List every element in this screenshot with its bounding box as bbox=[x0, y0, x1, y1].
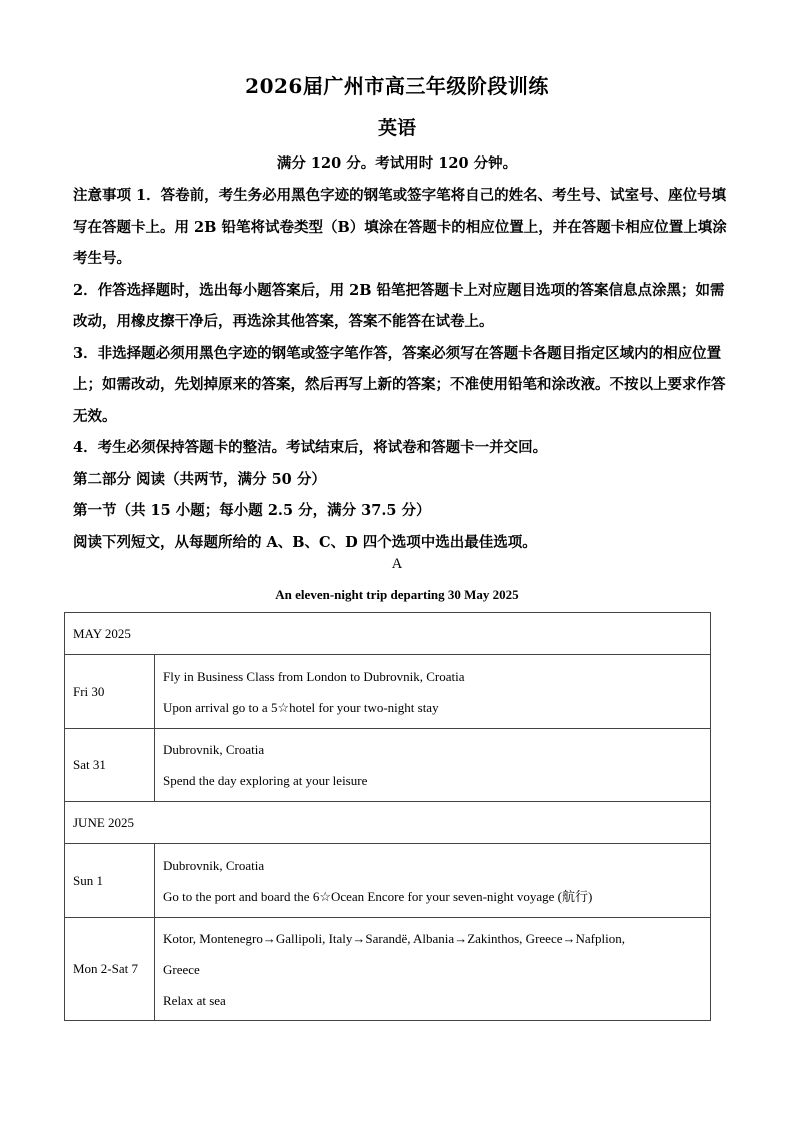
day-cell: Sun 1 bbox=[65, 844, 155, 918]
score-time-line: 满分 120 分。考试用时 120 分钟。 bbox=[276, 155, 518, 172]
detail-cell bbox=[155, 918, 711, 1021]
table-row bbox=[65, 729, 711, 802]
subsection-heading: 第一节（共 15 小题；每小题 2.5 分，满分 37.5 分） bbox=[73, 502, 431, 519]
detail-cell bbox=[155, 655, 711, 729]
itinerary-table bbox=[64, 612, 711, 1021]
month-row-june bbox=[65, 802, 711, 844]
detail-line: Relax at sea bbox=[163, 992, 226, 1008]
passage-title: An eleven-night trip departing 30 May 2025 bbox=[275, 587, 519, 602]
exam-notes bbox=[73, 180, 733, 558]
month-label-june: JUNE 2025 bbox=[65, 802, 711, 844]
detail-line: Go to the port and board the 6☆Ocean Encore for your seven-night voyage (航行) bbox=[163, 888, 593, 904]
day-cell: Sat 31 bbox=[65, 729, 155, 802]
day-cell: Fri 30 bbox=[65, 655, 155, 729]
detail-line: Dubrovnik, Croatia bbox=[163, 857, 265, 873]
detail-line: Fly in Business Class from London to Dubrovnik, Croatia bbox=[163, 668, 465, 684]
detail-cell bbox=[155, 729, 711, 802]
detail-line: Spend the day exploring at your leisure bbox=[163, 773, 368, 788]
passage-letter: A bbox=[391, 556, 403, 572]
detail-line: Kotor, Montenegro→Gallipoli, Italy→Sarandë, Albania→Zakinthos, Greece→Nafplion, bbox=[163, 930, 625, 946]
table-row bbox=[65, 918, 711, 1021]
section-part-heading: 第二部分 阅读（共两节，满分 50 分） bbox=[73, 470, 326, 488]
detail-cell bbox=[155, 844, 711, 918]
subject-heading: 英语 bbox=[377, 117, 416, 139]
day-cell: Mon 2-Sat 7 bbox=[65, 918, 155, 1021]
month-label-may: MAY 2025 bbox=[65, 613, 711, 655]
table-row bbox=[65, 655, 711, 729]
note-3: 3．非选择题必须用黑色字迹的钢笔或签字笔作答，答案必须写在答题卡各题目指定区域内的相应位置上；如需改动，先划掉原来的答案，然后再写上新的答案；不准使用铅笔和涂改液。不按以上要求作答无效。 bbox=[73, 344, 726, 425]
exam-title: 2026届广州市高三年级阶段训练 bbox=[245, 74, 549, 98]
table-row bbox=[65, 844, 711, 918]
month-row-may bbox=[65, 613, 711, 655]
detail-line: Dubrovnik, Croatia bbox=[163, 742, 265, 757]
note-2: 2．作答选择题时，选出每小题答案后，用 2B 铅笔把答题卡上对应题目选项的答案信息点涂黑；如需改动，用橡皮擦干净后，再选涂其他答案，答案不能答在试卷上。 bbox=[73, 281, 725, 330]
detail-line: Upon arrival go to a 5☆hotel for your two-night stay bbox=[163, 699, 439, 715]
note-4: 4．考生必须保持答题卡的整洁。考试结束后，将试卷和答题卡一并交回。 bbox=[73, 439, 548, 456]
reading-instruction: 阅读下列短文，从每题所给的 A、B、C、D 四个选项中选出最佳选项。 bbox=[73, 533, 537, 551]
detail-line: Greece bbox=[163, 961, 200, 977]
note-1: 注意事项 1．答卷前，考生务必用黑色字迹的钢笔或签字笔将自己的姓名、考生号、试室号、座位号填写在答题卡上。用 2B 铅笔将试卷类型（B）填涂在答题卡的相应位置上，并在答题卡相应位置上填涂考生号。 bbox=[73, 187, 727, 267]
